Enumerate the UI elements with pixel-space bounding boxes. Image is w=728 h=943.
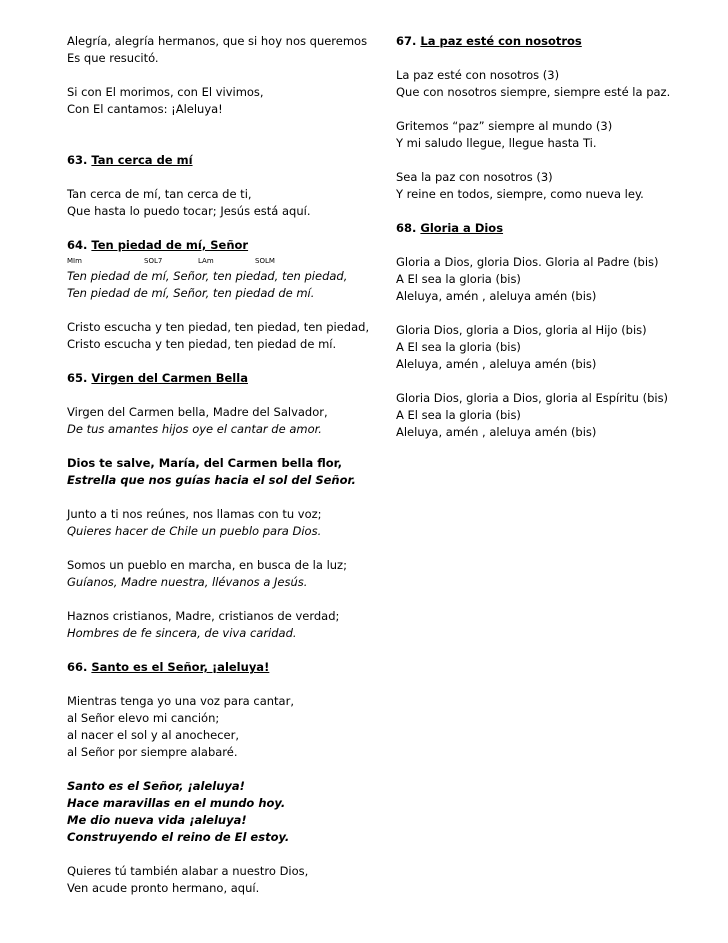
verse-line: Gloria Dios, gloria a Dios, gloria al Hijo (bis): [396, 323, 647, 337]
verse-line: Junto a ti nos reúnes, nos llamas con tu voz;: [67, 507, 322, 521]
verse-line: Gritemos “paz” siempre al mundo (3): [396, 119, 613, 133]
verse-line: Es que resucitó.: [67, 51, 159, 65]
verse-line: Haznos cristianos, Madre, cristianos de verdad;: [67, 609, 340, 623]
left-column: [67, 33, 370, 897]
song-number: 63.: [67, 153, 88, 167]
song-number: 65.: [67, 371, 88, 385]
song-number: 67.: [396, 34, 417, 48]
song-64-heading: [67, 237, 367, 254]
song-title: Ten piedad de mí, Señor: [91, 238, 249, 252]
song-number: 64.: [67, 238, 88, 252]
song-67-heading: [396, 33, 696, 50]
verse-line: Con El cantamos: ¡Aleluya!: [67, 102, 223, 116]
verse-line: Y mi saludo llegue, llegue hasta Ti.: [396, 136, 597, 150]
song-number: 68.: [396, 221, 417, 235]
song-number: 66.: [67, 660, 88, 674]
chorus-line: Me dio nueva vida ¡aleluya!: [67, 813, 247, 827]
verse-line: Que hasta lo puedo tocar; Jesús está aquí.: [67, 204, 311, 218]
verse-line: Si con El morimos, con El vivimos,: [67, 85, 264, 99]
verse-line: al nacer el sol y al anochecer,: [67, 728, 240, 742]
verse-line: Hombres de fe sincera, de viva caridad.: [67, 626, 297, 640]
verse-line: Aleluya, amén , aleluya amén (bis): [396, 357, 597, 371]
verse-line: Tan cerca de mí, tan cerca de ti,: [67, 187, 252, 201]
verse-line: Cristo escucha y ten piedad, ten piedad de mí.: [67, 337, 337, 351]
verse-line: Guíanos, Madre nuestra, llévanos a Jesús.: [67, 575, 308, 589]
chorus-line: Dios te salve, María, del Carmen bella flor,: [67, 456, 342, 470]
song-title: Virgen del Carmen Bella: [91, 371, 248, 385]
chorus-line: Santo es el Señor, ¡aleluya!: [67, 779, 245, 793]
verse-line: Virgen del Carmen bella, Madre del Salvador,: [67, 405, 328, 419]
right-column: [396, 33, 696, 441]
chord: LAm: [198, 257, 214, 265]
song-66-heading: [67, 659, 367, 676]
verse-line: Quieres hacer de Chile un pueblo para Dios.: [67, 524, 322, 538]
chorus-line: Construyendo el reino de El estoy.: [67, 830, 290, 844]
chord: MIm: [67, 257, 82, 265]
verse-line: al Señor por siempre alabaré.: [67, 745, 238, 759]
song-68-heading: [396, 220, 696, 237]
verse-line: Y reine en todos, siempre, como nueva ley.: [396, 187, 644, 201]
song-title: Gloria a Dios: [420, 221, 504, 235]
verse-line: Ten piedad de mí, Señor, ten piedad, ten piedad,: [67, 269, 348, 283]
verse-line: Gloria Dios, gloria a Dios, gloria al Espíritu (bis): [396, 391, 669, 405]
song-title: Tan cerca de mí: [91, 153, 193, 167]
verse-line: Cristo escucha y ten piedad, ten piedad, ten piedad,: [67, 320, 370, 334]
verse-line: Aleluya, amén , aleluya amén (bis): [396, 425, 597, 439]
verse-line: A El sea la gloria (bis): [396, 340, 521, 354]
verse-line: Quieres tú también alabar a nuestro Dios,: [67, 864, 309, 878]
verse-line: Sea la paz con nosotros (3): [396, 170, 553, 184]
song-65-heading: [67, 370, 367, 387]
verse-line: Que con nosotros siempre, siempre esté la paz.: [396, 85, 671, 99]
chorus-line: Estrella que nos guías hacia el sol del Señor.: [67, 473, 356, 487]
verse-line: Ven acude pronto hermano, aquí.: [67, 881, 260, 895]
verse-line: A El sea la gloria (bis): [396, 272, 521, 286]
chord: SOLM: [255, 257, 275, 265]
verse-line: La paz esté con nosotros (3): [396, 68, 560, 82]
chorus-line: Hace maravillas en el mundo hoy.: [67, 796, 286, 810]
verse-line: A El sea la gloria (bis): [396, 408, 521, 422]
verse-line: Ten piedad de mí, Señor, ten piedad de mí.: [67, 286, 315, 300]
verse-line: Gloria a Dios, gloria Dios. Gloria al Padre (bis): [396, 255, 659, 269]
verse-line: Somos un pueblo en marcha, en busca de la luz;: [67, 558, 347, 572]
verse-line: Mientras tenga yo una voz para cantar,: [67, 694, 294, 708]
verse-line: Alegría, alegría hermanos, que si hoy nos queremos: [67, 34, 368, 48]
chord: SOL7: [144, 257, 163, 265]
song-63-heading: [67, 152, 367, 169]
verse-line: De tus amantes hijos oye el cantar de amor.: [67, 422, 322, 436]
chord-line: [67, 254, 367, 268]
song-title: La paz esté con nosotros: [420, 34, 582, 48]
verse-line: al Señor elevo mi canción;: [67, 711, 220, 725]
song-title: Santo es el Señor, ¡aleluya!: [91, 660, 270, 674]
verse-line: Aleluya, amén , aleluya amén (bis): [396, 289, 597, 303]
